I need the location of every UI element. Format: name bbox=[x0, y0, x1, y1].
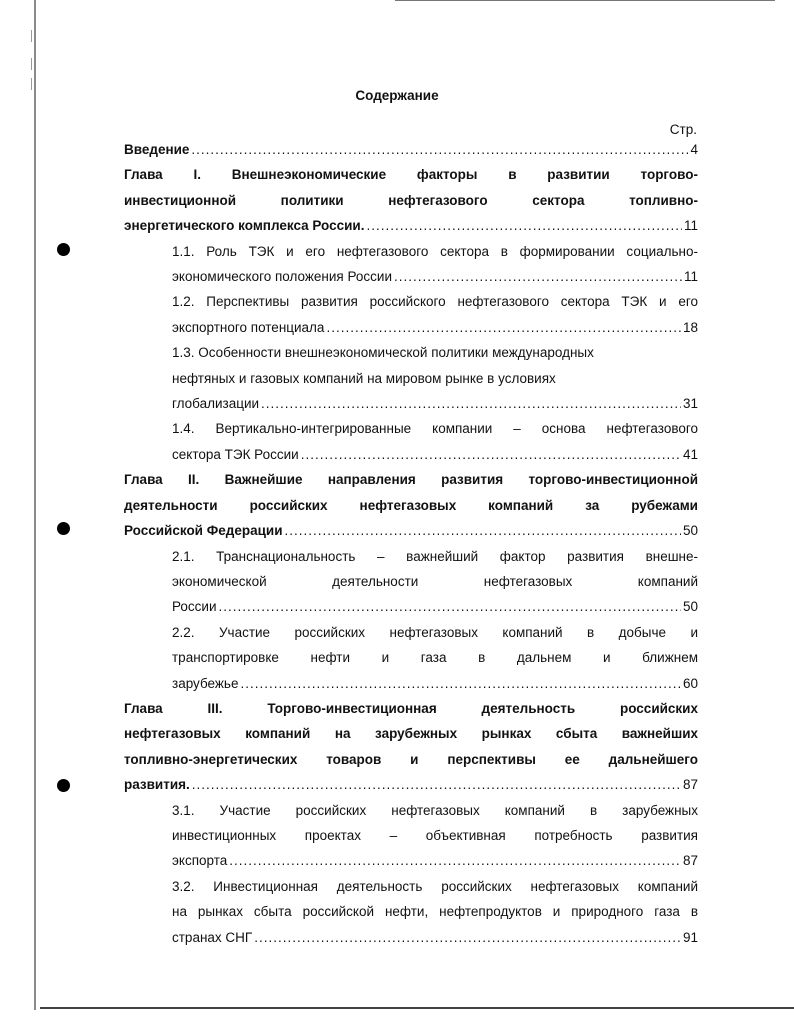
toc-entry-section-3-1[interactable] bbox=[172, 798, 698, 874]
toc-entry-line: 1.4. Вертикально-интегрированные компании – основа нефтегазового bbox=[172, 421, 698, 437]
toc-entry-title: России bbox=[172, 599, 217, 615]
toc-entry-section-3-2[interactable] bbox=[172, 874, 698, 950]
leader-dots bbox=[394, 264, 682, 289]
leader-dots bbox=[285, 518, 681, 543]
toc-entry-title: Введение bbox=[124, 142, 190, 157]
toc-entry-last-line bbox=[172, 848, 698, 873]
toc-entry-section-1-1[interactable] bbox=[172, 239, 698, 290]
toc-entry-line: 1.2. Перспективы развития российского нефтегазового сектора ТЭК и его bbox=[172, 294, 698, 310]
toc-entry-chapter-3[interactable] bbox=[124, 696, 698, 798]
leader-dots bbox=[254, 925, 681, 950]
scan-top-edge bbox=[395, 0, 775, 1]
scan-tick bbox=[31, 58, 32, 70]
toc-entry-title: энергетического комплекса России. bbox=[124, 218, 365, 234]
toc-entry-title: Российской Федерации bbox=[124, 523, 283, 539]
toc-entry-line: Глава II. Важнейшие направления развития торгово-инвестиционной bbox=[124, 472, 698, 488]
toc-entry-last-line bbox=[172, 391, 698, 416]
leader-dots bbox=[192, 772, 681, 797]
punch-hole-mark bbox=[57, 779, 70, 792]
toc-entry-line: Глава I. Внешнеэкономические факторы в развитии торгово- bbox=[124, 167, 698, 183]
toc-entry-last-line bbox=[124, 772, 698, 797]
scan-left-edge bbox=[34, 0, 36, 1010]
toc-entry-title: странах СНГ bbox=[172, 929, 253, 945]
toc-page-number: 41 bbox=[682, 446, 698, 462]
leader-dots bbox=[326, 315, 681, 340]
toc-entry-line: 2.1. Транснациональность – важнейший фактор развития внешне- bbox=[172, 548, 698, 564]
toc-page-number: 91 bbox=[682, 929, 698, 945]
toc-entry-line: экономической деятельности нефтегазовых компаний bbox=[172, 573, 698, 589]
toc-entry-chapter-2[interactable] bbox=[124, 467, 698, 543]
leader-dots bbox=[301, 442, 681, 467]
toc-entry-line: 2.2. Участие российских нефтегазовых компаний в добыче и bbox=[172, 624, 698, 640]
toc-entry-last-line bbox=[124, 213, 698, 238]
toc-entry-line: транспортировке нефти и газа в дальнем и ближнем bbox=[172, 650, 698, 666]
leader-dots bbox=[229, 848, 681, 873]
leader-dots bbox=[261, 391, 681, 416]
toc-entry-last-line bbox=[172, 925, 698, 950]
toc-entry-title: сектора ТЭК России bbox=[172, 446, 299, 462]
toc-entry-chapter-1[interactable] bbox=[124, 162, 698, 238]
toc-entry-line: на рынках сбыта российской нефти, нефтепродуктов и природного газа в bbox=[172, 904, 698, 920]
toc-entry-line: 3.1. Участие российских нефтегазовых компаний в зарубежных bbox=[172, 802, 698, 818]
toc-entry-section-1-2[interactable] bbox=[172, 289, 698, 340]
toc-page-number: 31 bbox=[682, 396, 698, 412]
toc-entry-line: инвестиционной политики нефтегазового сектора топливно- bbox=[124, 192, 698, 208]
toc-entry-title: экспортного потенциала bbox=[172, 319, 325, 335]
toc-entry-last-line bbox=[124, 137, 698, 162]
toc-entry-last-line bbox=[172, 264, 698, 289]
toc-entry-title: зарубежье bbox=[172, 675, 239, 691]
toc-page-number: 18 bbox=[682, 319, 698, 335]
toc-entry-title: экономического положения России bbox=[172, 269, 392, 285]
toc-entry-line: Глава III. Торгово-инвестиционная деятельность российских bbox=[124, 700, 698, 716]
toc-entry-last-line bbox=[172, 594, 698, 619]
toc-page-number: 60 bbox=[682, 675, 698, 691]
leader-dots bbox=[240, 671, 681, 696]
toc-page-number: 11 bbox=[683, 269, 698, 285]
toc-entry-line: деятельности российских нефтегазовых компаний за рубежами bbox=[124, 497, 698, 513]
punch-hole-mark bbox=[57, 243, 70, 256]
toc-entry-title: развития. bbox=[124, 777, 190, 793]
toc-page-number: 87 bbox=[682, 853, 698, 869]
toc-entry-line: 3.2. Инвестиционная деятельность российских нефтегазовых компаний bbox=[172, 878, 698, 894]
toc-entry-title: экспорта bbox=[172, 853, 228, 869]
toc-entry-line: 1.3. Особенности внешнеэкономической политики международных bbox=[172, 345, 594, 361]
leader-dots bbox=[191, 137, 688, 162]
toc-entry-line: инвестиционных проектах – объективная потребность развития bbox=[172, 827, 698, 843]
toc-page-number: 4 bbox=[690, 142, 698, 157]
toc-entry-line: нефтегазовых компаний на зарубежных рынках сбыта важнейших bbox=[124, 726, 698, 742]
toc-entry-line: топливно-энергетических товаров и перспективы ее дальнейшего bbox=[124, 751, 698, 767]
toc-entry-last-line bbox=[172, 671, 698, 696]
page-title: Содержание bbox=[355, 88, 439, 103]
scan-tick bbox=[31, 30, 32, 42]
toc-page-number: 11 bbox=[683, 218, 698, 234]
toc-entry-last-line bbox=[172, 442, 698, 467]
toc-entry-last-line bbox=[172, 315, 698, 340]
page-column-label: Стр. bbox=[669, 122, 697, 137]
punch-hole-mark bbox=[57, 522, 70, 535]
toc-entry-section-2-2[interactable] bbox=[172, 620, 698, 696]
toc-entry-section-1-4[interactable] bbox=[172, 416, 698, 467]
toc-entry-section-2-1[interactable] bbox=[172, 544, 698, 620]
table-of-contents bbox=[124, 137, 698, 950]
toc-entry-last-line bbox=[124, 518, 698, 543]
toc-entry-line: 1.1. Роль ТЭК и его нефтегазового сектора в формировании социально- bbox=[172, 243, 698, 259]
leader-dots bbox=[366, 213, 682, 238]
toc-page-number: 87 bbox=[682, 777, 698, 793]
scan-bottom-edge bbox=[40, 1007, 794, 1009]
toc-entry-line: нефтяных и газовых компаний на мировом рынке в условиях bbox=[172, 370, 556, 386]
toc-page-number: 50 bbox=[682, 523, 698, 539]
toc-entry-title: глобализации bbox=[172, 396, 260, 412]
toc-entry-section-1-3[interactable] bbox=[172, 340, 698, 416]
leader-dots bbox=[219, 594, 681, 619]
toc-entry-introduction[interactable] bbox=[124, 137, 698, 162]
toc-page-number: 50 bbox=[682, 599, 698, 615]
